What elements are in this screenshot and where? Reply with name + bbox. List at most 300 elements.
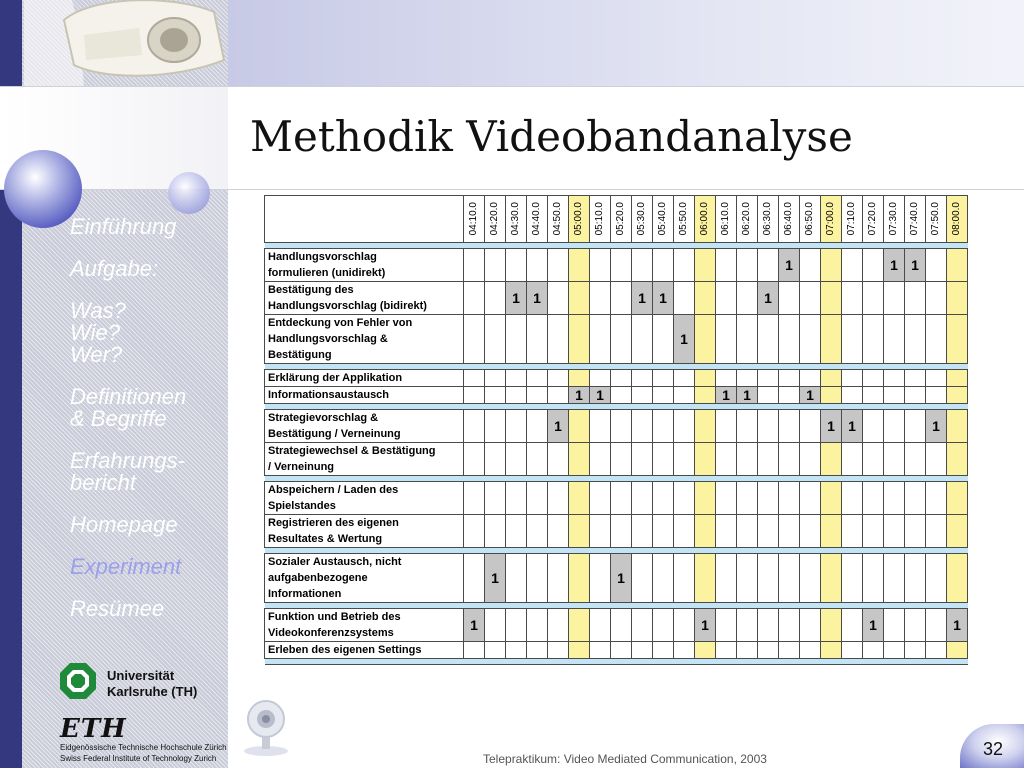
time-header-cell [737, 196, 758, 243]
table-cell [800, 482, 821, 515]
row-label [265, 443, 464, 476]
table-cell [611, 387, 632, 404]
nav-item-resuemee[interactable] [70, 598, 220, 620]
page-number: 32 [982, 739, 1004, 759]
row-label-line: Handlungsvorschlag (bidirekt) [268, 300, 427, 312]
table-cell [905, 554, 926, 603]
table-cell [611, 443, 632, 476]
table-cell [800, 282, 821, 315]
table-cell [947, 515, 968, 548]
table-cell [527, 315, 548, 364]
table-cell [527, 370, 548, 387]
nav-item-aufgabe[interactable] [70, 258, 220, 280]
table-cell [695, 410, 716, 443]
table-cell [884, 315, 905, 364]
table-cell [485, 482, 506, 515]
table-cell [548, 249, 569, 282]
table-cell [947, 443, 968, 476]
table-cell [716, 410, 737, 443]
table-cell [863, 482, 884, 515]
table-cell [506, 387, 527, 404]
table-cell [590, 249, 611, 282]
table-cell [632, 642, 653, 659]
row-label-line: Videokonferenzsystems [268, 627, 394, 639]
nav-item-experiment[interactable] [70, 556, 220, 578]
table-cell [695, 370, 716, 387]
table-cell [779, 410, 800, 443]
row-label [265, 515, 464, 548]
nav-item-label-line: Einführung [70, 214, 177, 239]
table-cell [716, 554, 737, 603]
table-cell [779, 387, 800, 404]
table-cell [926, 554, 947, 603]
time-header-cell [464, 196, 485, 243]
time-header-label: 05:10.0 [594, 202, 605, 236]
table-cell [884, 370, 905, 387]
table-cell [485, 315, 506, 364]
table-cell [695, 315, 716, 364]
table-cell [653, 315, 674, 364]
table-cell [926, 315, 947, 364]
decorative-small-orb-icon [168, 172, 210, 214]
table-cell [464, 554, 485, 603]
table-cell [695, 249, 716, 282]
table-row [265, 315, 968, 364]
row-label-line: Entdeckung von Fehler von [268, 317, 413, 329]
table-row [265, 410, 968, 443]
table-cell [590, 515, 611, 548]
table-cell [884, 515, 905, 548]
table-cell [611, 515, 632, 548]
table-cell [905, 443, 926, 476]
table-cell [632, 249, 653, 282]
marked-cell: 1 [674, 315, 695, 364]
table-cell [485, 387, 506, 404]
row-label [265, 315, 464, 364]
table-cell [548, 515, 569, 548]
table-cell [464, 443, 485, 476]
table-cell [590, 282, 611, 315]
nav-item-label-line: Wie? [70, 320, 120, 345]
nav-item-einfuehrung[interactable] [70, 216, 220, 238]
table-cell [842, 249, 863, 282]
table-cell [485, 609, 506, 642]
table-cell [653, 642, 674, 659]
table-cell [737, 482, 758, 515]
marked-cell: 1 [527, 282, 548, 315]
table-cell [590, 370, 611, 387]
table-cell [821, 315, 842, 364]
table-cell [779, 282, 800, 315]
table-cell [884, 282, 905, 315]
time-header-label: 05:50.0 [678, 202, 689, 236]
table-cell [863, 387, 884, 404]
table-cell [611, 370, 632, 387]
table-cell [926, 249, 947, 282]
table-cell [611, 609, 632, 642]
eth-subtitle [60, 742, 227, 764]
table-cell [653, 370, 674, 387]
table-cell [779, 609, 800, 642]
table-cell [632, 387, 653, 404]
row-label-line: Resultates & Wertung [268, 533, 383, 545]
row-label-line: Abspeichern / Laden des [268, 484, 399, 496]
table-cell [758, 609, 779, 642]
table-cell [527, 249, 548, 282]
table-cell [758, 249, 779, 282]
table-cell [674, 482, 695, 515]
time-header-label: 06:00.0 [699, 202, 710, 236]
table-cell [653, 443, 674, 476]
row-label-line: Erklärung der Applikation [268, 372, 403, 384]
table-cell [506, 249, 527, 282]
table-cell [905, 642, 926, 659]
table-cell [569, 282, 590, 315]
eth-subtitle-line: Eidgenössische Technische Hochschule Zürich [60, 743, 227, 752]
nav-item-was-wie-wer[interactable] [70, 300, 220, 366]
table-cell [632, 315, 653, 364]
table-cell [527, 410, 548, 443]
time-header-cell [779, 196, 800, 243]
table-cell [779, 554, 800, 603]
table-cell [779, 642, 800, 659]
table-cell [674, 249, 695, 282]
table-cell [926, 443, 947, 476]
table-cell [800, 315, 821, 364]
table-cell [821, 609, 842, 642]
table-cell [821, 370, 842, 387]
table-cell [842, 515, 863, 548]
marked-cell: 1 [884, 249, 905, 282]
time-header-label: 07:20.0 [867, 202, 878, 236]
row-label-line: Strategiewechsel & Bestätigung [268, 445, 436, 457]
time-header-label: 04:30.0 [510, 202, 521, 236]
table-cell [674, 515, 695, 548]
table-cell [842, 609, 863, 642]
marked-cell: 1 [653, 282, 674, 315]
marked-cell: 1 [632, 282, 653, 315]
table-cell [884, 554, 905, 603]
time-header-cell [821, 196, 842, 243]
table-cell [464, 370, 485, 387]
table-cell [485, 642, 506, 659]
table-cell [653, 410, 674, 443]
time-header-cell [632, 196, 653, 243]
table-cell [905, 282, 926, 315]
university-name [107, 668, 197, 700]
nav-item-erfahrungsbericht[interactable] [70, 450, 220, 494]
table-cell [884, 410, 905, 443]
time-header-row [265, 196, 968, 243]
table-cell [779, 482, 800, 515]
table-cell [653, 249, 674, 282]
table-cell [527, 387, 548, 404]
time-header-cell [905, 196, 926, 243]
table-cell [947, 370, 968, 387]
time-header-label: 07:50.0 [930, 202, 941, 236]
table-row [265, 642, 968, 659]
table-cell [716, 370, 737, 387]
table-cell [758, 443, 779, 476]
table-cell [800, 249, 821, 282]
table-cell [674, 410, 695, 443]
table-cell [947, 249, 968, 282]
table-cell [779, 370, 800, 387]
table-cell [758, 387, 779, 404]
marked-cell: 1 [716, 387, 737, 404]
table-cell [632, 370, 653, 387]
marked-cell: 1 [800, 387, 821, 404]
row-label-line: Bestätigung des [268, 284, 354, 296]
table-cell [653, 515, 674, 548]
table-cell [590, 642, 611, 659]
time-header-label: 07:10.0 [846, 202, 857, 236]
table-cell [569, 515, 590, 548]
table-cell [674, 370, 695, 387]
nav-item-homepage[interactable] [70, 514, 220, 536]
nav-item-definitionen[interactable] [70, 386, 220, 430]
table-cell [506, 515, 527, 548]
table-cell [842, 315, 863, 364]
table-cell [863, 410, 884, 443]
table-cell [842, 482, 863, 515]
table-cell [758, 410, 779, 443]
time-header-cell [527, 196, 548, 243]
table-cell [569, 609, 590, 642]
time-header-label: 06:50.0 [804, 202, 815, 236]
table-cell [632, 410, 653, 443]
nav-item-label-line: Definitionen [70, 384, 187, 409]
eth-subtitle-line: Swiss Federal Institute of Technology Zurich [60, 754, 217, 763]
time-header-cell [758, 196, 779, 243]
table-cell [674, 609, 695, 642]
table-cell [800, 642, 821, 659]
table-cell [863, 443, 884, 476]
time-header-cell [800, 196, 821, 243]
table-cell [506, 642, 527, 659]
video-analysis-table [264, 195, 968, 665]
table-cell [548, 387, 569, 404]
marked-cell: 1 [485, 554, 506, 603]
time-header-label: 07:40.0 [909, 202, 920, 236]
time-header-cell [926, 196, 947, 243]
table-cell [800, 370, 821, 387]
table-cell [842, 443, 863, 476]
table-row [265, 482, 968, 515]
row-label-line: Informationen [268, 588, 342, 600]
table-cell [947, 554, 968, 603]
table-cell [527, 609, 548, 642]
table-cell [695, 554, 716, 603]
row-label-line: Informationsaustausch [268, 389, 390, 401]
table-cell [485, 410, 506, 443]
row-label-line: Strategievorschlag & [268, 412, 379, 424]
table-cell [926, 642, 947, 659]
time-header-cell [674, 196, 695, 243]
nav-item-label-line: Was? [70, 298, 126, 323]
table-cell [548, 282, 569, 315]
row-label-line: Sozialer Austausch, nicht [268, 556, 402, 568]
row-label [265, 370, 464, 387]
time-header-cell [695, 196, 716, 243]
marked-cell: 1 [758, 282, 779, 315]
group-separator-cell [265, 659, 968, 665]
table-cell [863, 370, 884, 387]
table-cell [590, 554, 611, 603]
marked-cell: 1 [821, 410, 842, 443]
table-cell [464, 642, 485, 659]
table-cell [926, 387, 947, 404]
table-cell [737, 315, 758, 364]
table-cell [800, 410, 821, 443]
table-cell [506, 315, 527, 364]
table-cell [863, 249, 884, 282]
table-cell [779, 315, 800, 364]
table-cell [884, 482, 905, 515]
table-cell [548, 642, 569, 659]
row-label [265, 554, 464, 603]
table-cell [548, 443, 569, 476]
table-cell [800, 554, 821, 603]
table-cell [821, 482, 842, 515]
marked-cell: 1 [464, 609, 485, 642]
table-cell [737, 370, 758, 387]
table-cell [506, 554, 527, 603]
table-cell [737, 554, 758, 603]
table-cell [590, 410, 611, 443]
table-cell [884, 642, 905, 659]
header-band [228, 0, 1024, 86]
table-cell [863, 554, 884, 603]
table-cell [926, 515, 947, 548]
row-label-line: Registrieren des eigenen [268, 517, 399, 529]
table-cell [569, 410, 590, 443]
table-row [265, 282, 968, 315]
table-cell [716, 282, 737, 315]
row-label [265, 609, 464, 642]
table-cell [758, 554, 779, 603]
table-cell [464, 482, 485, 515]
table-cell [548, 554, 569, 603]
table-cell [632, 609, 653, 642]
time-header-label: 05:30.0 [636, 202, 647, 236]
table-cell [695, 642, 716, 659]
nav-item-label-line: Aufgabe: [70, 256, 159, 281]
time-header-cell [611, 196, 632, 243]
time-header-label: 06:20.0 [741, 202, 752, 236]
table-cell [863, 642, 884, 659]
table-cell [737, 249, 758, 282]
marked-cell: 1 [548, 410, 569, 443]
marked-cell: 1 [947, 609, 968, 642]
table-cell [821, 642, 842, 659]
marked-cell: 1 [611, 554, 632, 603]
table-cell [464, 515, 485, 548]
table-cell [485, 370, 506, 387]
video-analysis-body [265, 243, 968, 665]
table-cell [569, 443, 590, 476]
table-cell [779, 515, 800, 548]
marked-cell: 1 [905, 249, 926, 282]
table-cell [548, 482, 569, 515]
time-header-label: 07:00.0 [825, 202, 836, 236]
table-cell [611, 282, 632, 315]
table-cell [884, 609, 905, 642]
table-row [265, 443, 968, 476]
marked-cell: 1 [695, 609, 716, 642]
time-header-cell [863, 196, 884, 243]
table-cell [611, 642, 632, 659]
table-cell [821, 249, 842, 282]
table-cell [821, 515, 842, 548]
table-cell [611, 482, 632, 515]
table-cell [485, 443, 506, 476]
table-cell [863, 282, 884, 315]
marked-cell: 1 [569, 387, 590, 404]
table-cell [758, 482, 779, 515]
table-cell [758, 515, 779, 548]
table-cell [506, 370, 527, 387]
time-header-label: 04:50.0 [552, 202, 563, 236]
page-title: Methodik Videobandanalyse [250, 112, 853, 161]
table-cell [611, 315, 632, 364]
table-cell [842, 642, 863, 659]
row-label [265, 387, 464, 404]
nav-item-label-line: & Begriffe [70, 406, 167, 431]
table-cell [569, 249, 590, 282]
table-cell [737, 410, 758, 443]
table-cell [506, 609, 527, 642]
table-cell [716, 249, 737, 282]
university-name-line: Universität [107, 668, 175, 683]
table-cell [737, 443, 758, 476]
table-cell [695, 482, 716, 515]
marked-cell: 1 [506, 282, 527, 315]
table-cell [674, 443, 695, 476]
table-row [265, 249, 968, 282]
nav-item-label-line: Resümee [70, 596, 165, 621]
table-row [265, 387, 968, 404]
time-header-cell [653, 196, 674, 243]
time-header-label: 04:40.0 [531, 202, 542, 236]
row-label [265, 249, 464, 282]
table-cell [653, 482, 674, 515]
table-cell [590, 315, 611, 364]
table-cell [527, 554, 548, 603]
time-header-cell [548, 196, 569, 243]
table-cell [737, 609, 758, 642]
time-header-label: 06:30.0 [762, 202, 773, 236]
table-cell [590, 443, 611, 476]
table-cell [716, 609, 737, 642]
row-label-line: Spielstandes [268, 500, 336, 512]
row-label [265, 642, 464, 659]
table-cell [695, 443, 716, 476]
table-cell [464, 282, 485, 315]
marked-cell: 1 [590, 387, 611, 404]
table-cell [569, 554, 590, 603]
table-cell [464, 315, 485, 364]
table-cell [674, 387, 695, 404]
time-header-label: 05:40.0 [657, 202, 668, 236]
table-cell [674, 282, 695, 315]
time-header-cell [485, 196, 506, 243]
table-cell [758, 370, 779, 387]
table-cell [569, 315, 590, 364]
table-cell [653, 554, 674, 603]
table-cell [884, 443, 905, 476]
table-cell [905, 515, 926, 548]
